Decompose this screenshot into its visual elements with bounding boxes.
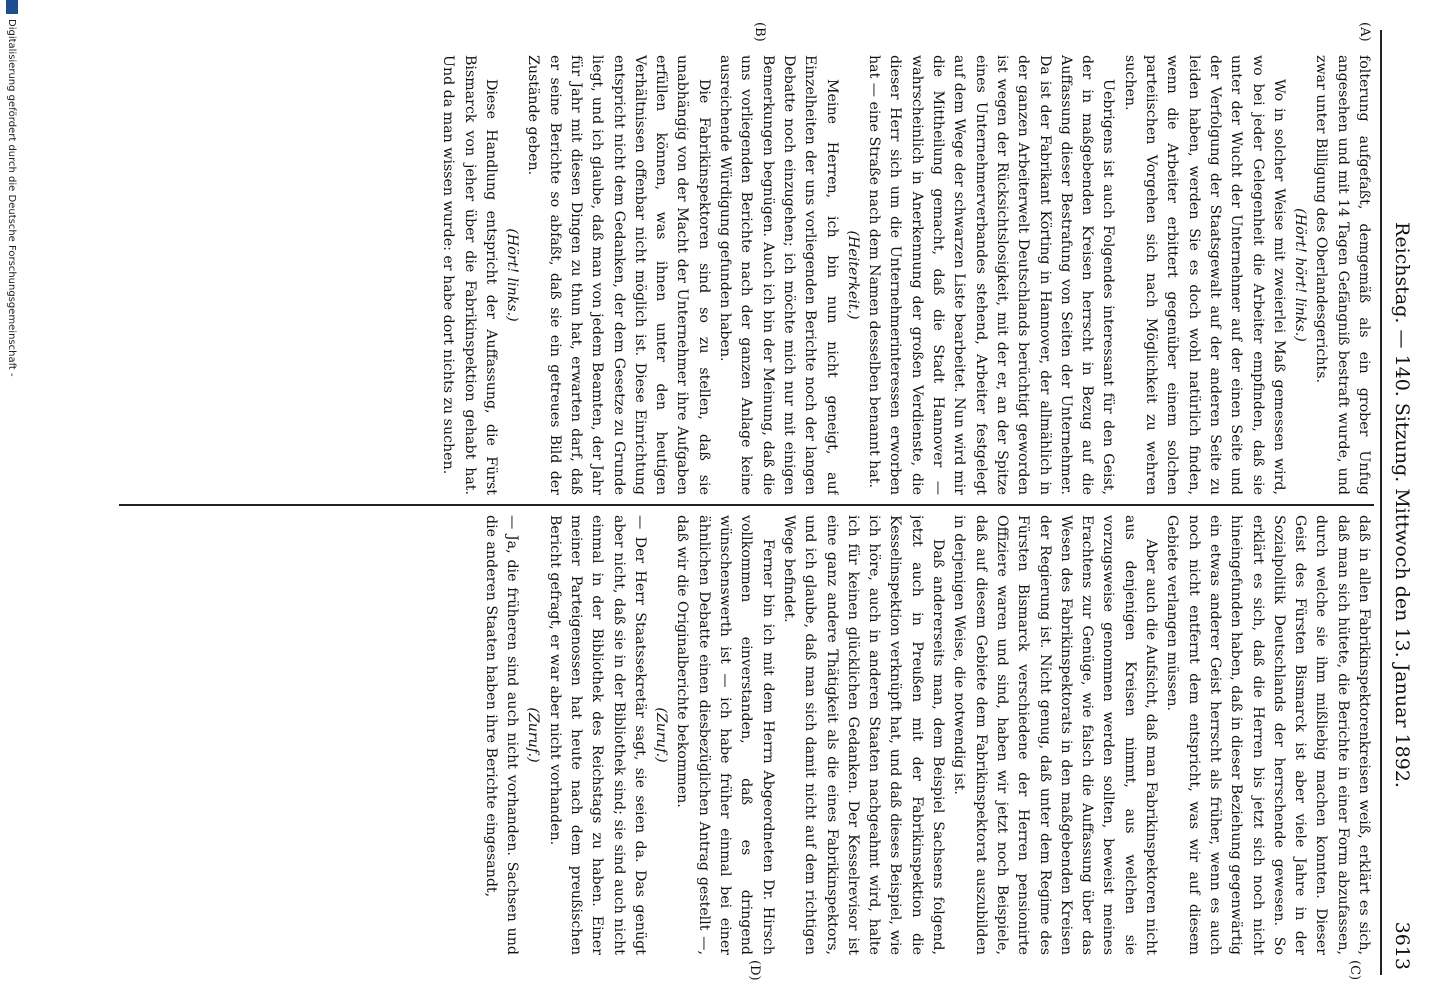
paragraph: — Der Herr Staatssekretär sagt, sie seien da. Das genügt aber nicht, daß sie in der Bibliothek sind; sie sind auch nicht einmal in der Bibliothek des Reichstags zu haben. Einer meiner Parteigenossen hat heute nach dem preußischen Bericht gefragt, er war aber nicht vorhanden.	[546, 515, 648, 955]
margin-mark-c: (C)	[1347, 960, 1362, 981]
interjection: (Hört! links.)	[504, 228, 521, 322]
credit-text: Digitalisierung gefördert durch die Deutsche Forschungsgemeinschaft -	[6, 19, 17, 377]
paragraph: daß in allen Fabrikinspektorenkreisen weiß, erklärt es sich, daß man sich hütete, die Berichte in einer Form abzufassen, durch welche sie ihm mißliebig machen konnten. Dieser Geist des Fürsten Bismarck ist aber viele Jahre in der Sozialpolitik Deutschlands der herrschende gewesen. So erklärt es sich, daß die Herren bis jetzt sich noch nicht hineingefunden haben, daß in dieser Beziehung gegenwärtig ein etwas anderer Geist herrscht als früher, wenn es auch noch nicht entfernt dem entspricht, was wir auf diesem Gebiete verlangen müssen.	[1164, 515, 1372, 955]
paragraph: Uebrigens ist auch Folgendes interessant für den Geist, der in maßgebenden Kreisen herrscht in Bezug auf die Auffassung dieser Bestrafung von Seiten der Unternehmer. Da ist der Fabrikant Körting in Hannover, der allmählich in der ganzen Arbeiterwelt Deutschlands berüchtigt geworden ist wegen der Rücksichtslosigkeit, mit der er, an der Spitze eines Unternehmerverbandes stehend, Arbeiter festgelegt auf dem Wege der schwarzen Liste bearbeitet. Nun wird mir die Mittheilung gemacht, daß die Stadt Hannover — wahrscheinlich in Anerkennung der großen Verdienste, die dieser Herr sich um die Unternehmerinteressen erworben hat — eine Straße nach dem Namen desselben benannt hat.	[866, 55, 1117, 495]
paragraph: Daß andererseits man, dem Beispiel Sachsens folgend, jetzt auch in Preußen mit der Fabrikinspektion die Kesselinspektion verknüpft hat, und daß dieses Beispiel, wie ich höre, auch in anderen Staaten nachgeahmt wird, halte ich für keinen glücklichen Gedanken. Der Kesselrevisor ist eine ganz andere Thätigkeit als die eines Fabrikinspektors, und ich glaube, daß man sich damit nicht auf dem richtigen Wege befindet.	[780, 515, 947, 955]
paragraph: Aber auch die Aufsicht, daß man Fabrikinspektoren nicht aus denjenigen Kreisen nimmt, aus welchen sie vorzugsweise genommen werden sollten, beweist meines Erachtens zur Genüge, wie falsch die Auffassung über das Wesen des Fabrikinspektorats in den maßgebenden Kreisen der Regierung ist. Nicht genug, daß unter dem Regime des Fürsten Bismarck verschiedene der Herren pensionirte Offiziere waren und sind, haben wir jetzt noch Beispiele, daß auf diesem Gebiete dem Fabrikinspektorat auszubilden in derjenigen Weise, die notwendig ist.	[951, 515, 1160, 955]
paragraph: folterung aufgefaßt, demgemäß als ein grober Unfug angesehen und mit 14 Tagen Gefängniß bestraft wurde, und zwar unter Billigung des Oberlandesgerichts.	[1313, 55, 1372, 495]
interjection: (Heiterkeit.)	[844, 230, 861, 320]
paragraph: Diese Handlung entspricht der Auffassung, die Fürst Bismarck von jeher über die Fabrikinspektion gehabt hat. Und da man wissen wurde: er habe dort nichts zu suchen.	[440, 55, 499, 495]
paragraph: Die Fabrikinspektoren sind so zu stellen, daß sie unabhängig von der Macht der Unternehmer ihre Aufgaben erfüllen können, was ihnen unter den heutigen Verhältnissen offenbar nicht möglich ist. Diese Einrichtung entspricht nicht dem Gedanken, der dem Gesetze zu Grunde liegt, und ich glaube, daß man von jedem Beamten, der Jahr für Jahr mit diesen Dingen zu thun hat, erwarten darf, daß er seine Berichte so abfaßt, daß sie ein getreues Bild der Zustände geben.	[525, 55, 712, 495]
dfg-logo-icon	[6, 0, 18, 14]
paragraph: Ferner bin ich mit dem Herrn Abgeordneten Dr. Hirsch vollkommen einverstanden, daß es dringend wünschenswerth ist — ich habe früher einmal bei einer ähnlichen Debatte einen diesbezüglichen Antrag gestellt —, daß wir die Originalberichte bekommen.	[674, 515, 776, 955]
paragraph: Wo in solcher Weise mit zweierlei Maß gemessen wird, wo bei jeder Gelegenheit die Arbeiter empfinden, daß sie unter der Wucht der Unternehmer auf der einen Seite und der Verfolgung der Staatsgewalt auf der anderen Seite zu leiden haben, werden Sie es doch wohl natürlich finden, wenn die Arbeiter erbittert gegenüber einem solchen parteiischen Vorgehen sich nach Möglichkeit zu wehren suchen.	[1121, 55, 1287, 495]
paragraph: Meine Herren, ich bin nun nicht geneigt, auf Einzelheiten der uns vorliegenden Berichte noch der langen Debatte noch einzugehen; ich möchte mich nur mit einigen Bemerkungen begnügen. Auch ich bin der Meinung, daß die uns vorliegenden Berichte nach der ganzen Anlage keine ausreichende Würdigung gefunden haben.	[717, 55, 840, 495]
page-number: 3613	[1391, 921, 1413, 970]
paragraph: — Ja, die früheren sind auch nicht vorhanden. Sachsen und die anderen Staaten haben ihre Berichte eingesandt,	[482, 515, 521, 955]
right-column	[119, 515, 1374, 955]
header-rule	[1380, 30, 1382, 975]
interjection: (Zuruf.)	[525, 707, 542, 763]
page-header	[1382, 40, 1422, 970]
left-column	[119, 55, 1374, 495]
interjection: (Zuruf.)	[653, 707, 670, 763]
margin-mark-d: (D)	[747, 960, 762, 981]
interjection: (Hört! hört! links.)	[1292, 208, 1309, 342]
margin-mark-b: (B)	[752, 22, 767, 42]
column-divider	[119, 504, 1374, 506]
running-title: Reichstag. — 140. Sitzung. Mittwoch den 13. Januar 1892.	[1391, 222, 1413, 788]
digitization-credit	[2, 0, 20, 1000]
margin-mark-a: (A)	[1357, 22, 1372, 42]
